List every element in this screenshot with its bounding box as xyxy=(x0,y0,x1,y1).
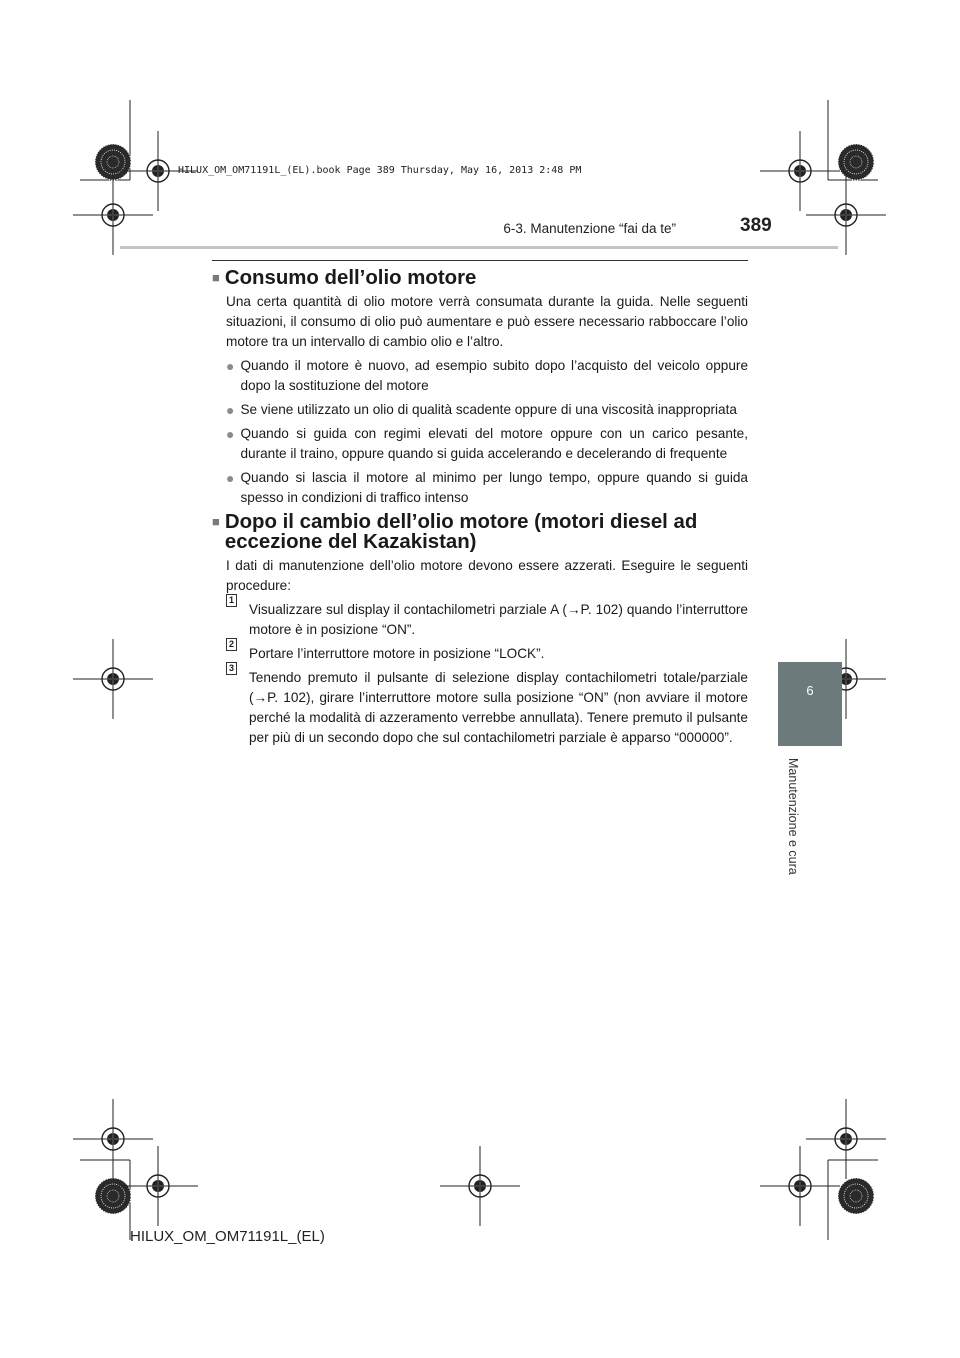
chapter-number: 6 xyxy=(806,683,814,698)
list-item-text: Quando si lascia il motore al minimo per lungo tempo, oppure quando si guida spesso in condizioni di traffico intenso xyxy=(240,470,748,505)
procedure-steps xyxy=(226,595,748,748)
circle-bullet-icon: ● xyxy=(226,470,235,486)
section-oil-consumption xyxy=(212,268,748,508)
bullet-list xyxy=(226,356,748,508)
main-content xyxy=(212,268,748,752)
step-number: 2 xyxy=(226,638,237,651)
section-heading xyxy=(212,512,748,552)
list-item-text: Se viene utilizzato un olio di qualità scadente oppure di una viscosità inappropriata xyxy=(240,402,737,417)
page-number: 389 xyxy=(740,215,772,236)
step-text: Portare l’interruttore motore in posizione “LOCK”. xyxy=(249,646,545,661)
chapter-title: Manutenzione e cura xyxy=(786,758,800,875)
chapter-tab xyxy=(778,662,842,746)
list-item xyxy=(226,356,748,396)
list-item xyxy=(226,424,748,464)
footer-code: HILUX_OM_OM71191L_(EL) xyxy=(130,1228,325,1245)
section-intro: I dati di manutenzione dell’olio motore devono essere azzerati. Eseguire le seguenti procedure: xyxy=(226,558,748,593)
list-item-text: Quando si guida con regimi elevati del motore oppure con un carico pesante, durante il traino, oppure quando si guida accelerando e decelerando di frequente xyxy=(240,426,748,461)
section-rule xyxy=(212,260,748,261)
step-text: Visualizzare sul display il contachilometri parziale A (→P. 102) quando l’interruttore motore è in posizione “ON”. xyxy=(249,602,748,637)
list-item-text: Quando il motore è nuovo, ad esempio subito dopo l’acquisto del veicolo oppure dopo la sostituzione del motore xyxy=(240,358,748,393)
circle-bullet-icon: ● xyxy=(226,358,235,374)
procedure-step xyxy=(226,595,748,640)
section-heading-text: Dopo il cambio dell’olio motore (motori diesel ad eccezione del Kazakistan) xyxy=(224,511,698,553)
procedure-step xyxy=(226,663,748,748)
section-heading xyxy=(212,268,748,288)
square-bullet-icon: ■ xyxy=(212,270,220,285)
step-text: Tenendo premuto il pulsante di selezione display contachilometri totale/parziale (→P. 102), girare l’interruttore motore sulla posizione “ON” (non avviare il motore perché la modalità di azzeramento verrebbe annullata). Tenere premuto il pulsante per più di un secondo dopo che sul contachilometri parziale è apparso “000000”. xyxy=(249,670,748,745)
procedure-step xyxy=(226,639,748,664)
circle-bullet-icon: ● xyxy=(226,426,235,442)
step-number: 1 xyxy=(226,594,237,607)
circle-bullet-icon: ● xyxy=(226,402,235,418)
step-number: 3 xyxy=(226,662,237,675)
section-oil-change-reset xyxy=(212,512,748,748)
list-item xyxy=(226,468,748,508)
header-rule xyxy=(120,246,838,249)
book-file-stamp: HILUX_OM_OM71191L_(EL).book Page 389 Thursday, May 16, 2013 2:48 PM xyxy=(178,165,582,176)
list-item xyxy=(226,400,748,420)
section-heading-text: Consumo dell’olio motore xyxy=(224,267,477,289)
running-head: 6-3. Manutenzione “fai da te” xyxy=(503,221,676,236)
square-bullet-icon: ■ xyxy=(212,514,220,529)
section-intro: Una certa quantità di olio motore verrà consumata durante la guida. Nelle seguenti situazioni, il consumo di olio può aumentare e può essere necessario rabboccare l’olio motore tra un intervallo di cambio olio e l’altro. xyxy=(226,294,748,349)
